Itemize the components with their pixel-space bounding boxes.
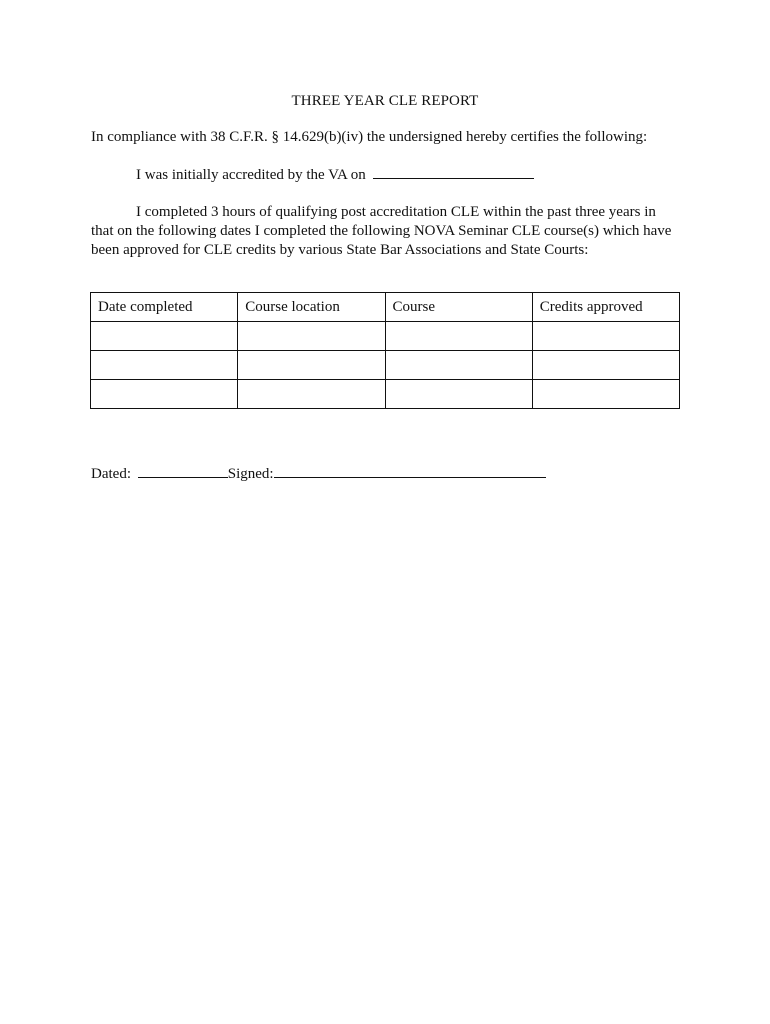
cle-course-table xyxy=(90,292,680,409)
dated-field[interactable] xyxy=(138,465,228,478)
date-completed-cell[interactable] xyxy=(91,351,238,380)
table-row xyxy=(91,380,680,409)
date-completed-cell[interactable] xyxy=(91,380,238,409)
signed-label: Signed: xyxy=(227,466,274,482)
header-course: Course xyxy=(385,293,532,322)
date-completed-cell[interactable] xyxy=(91,322,238,351)
document-title: THREE YEAR CLE REPORT xyxy=(291,93,479,109)
credits-approved-cell[interactable] xyxy=(532,322,679,351)
course-location-cell[interactable] xyxy=(238,322,385,351)
table-row xyxy=(91,351,680,380)
table-row xyxy=(91,322,680,351)
course-location-cell[interactable] xyxy=(238,380,385,409)
header-course-location: Course location xyxy=(238,293,385,322)
completion-statement xyxy=(91,203,691,260)
accreditation-label: I was initially accredited by the VA on xyxy=(136,167,366,183)
completion-statement-rest: that on the following dates I completed the following NOVA Seminar CLE course(s) which have been approved for CLE credits by various State Bar Associations and State Courts: xyxy=(91,223,672,258)
credits-approved-cell[interactable] xyxy=(532,351,679,380)
course-location-cell[interactable] xyxy=(238,351,385,380)
course-cell[interactable] xyxy=(385,322,532,351)
header-credits-approved: Credits approved xyxy=(532,293,679,322)
dated-label: Dated: xyxy=(91,466,131,482)
table-header-row xyxy=(91,293,680,322)
accreditation-date-field[interactable] xyxy=(373,166,534,179)
signature-field[interactable] xyxy=(274,465,546,478)
course-cell[interactable] xyxy=(385,351,532,380)
signature-row xyxy=(91,465,546,483)
compliance-statement: In compliance with 38 C.F.R. § 14.629(b)(iv) the undersigned hereby certifies the following: xyxy=(91,129,648,145)
course-cell[interactable] xyxy=(385,380,532,409)
accreditation-line xyxy=(136,166,534,184)
header-date-completed: Date completed xyxy=(91,293,238,322)
completion-statement-first-line: I completed 3 hours of qualifying post accreditation CLE within the past three years in xyxy=(136,204,656,220)
credits-approved-cell[interactable] xyxy=(532,380,679,409)
